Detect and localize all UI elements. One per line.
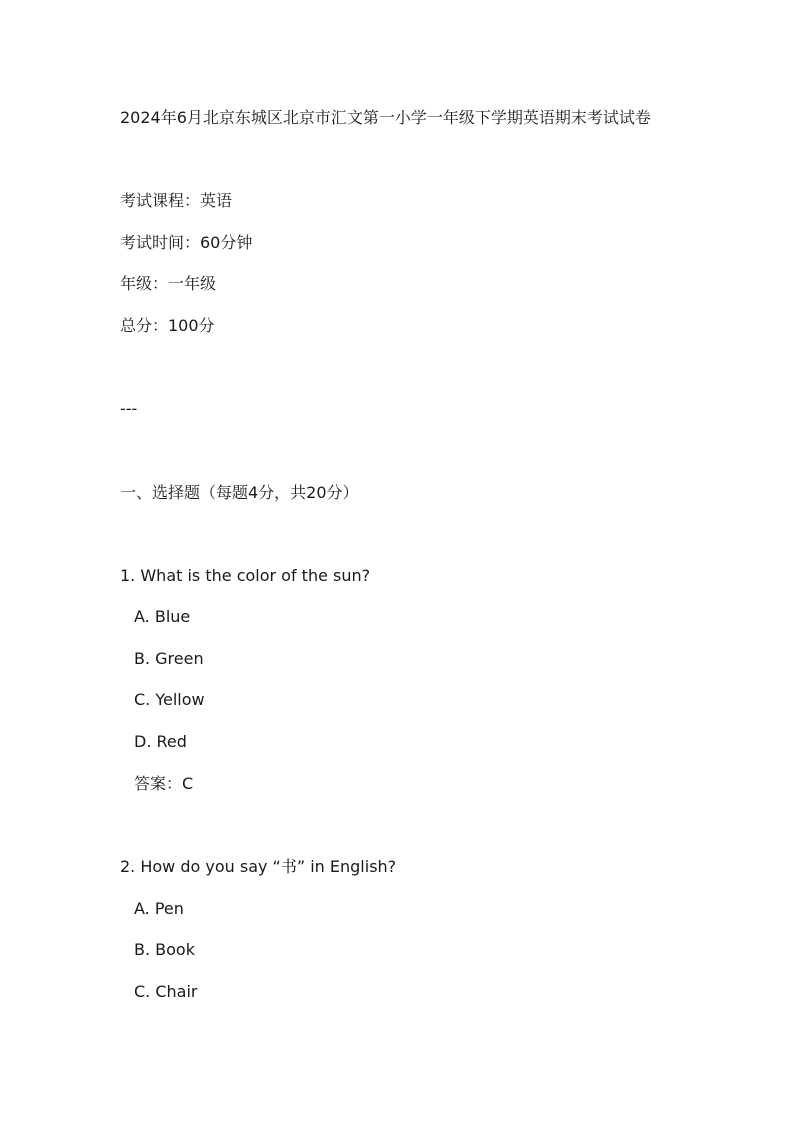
question-1-stem: 1. What is the color of the sun? bbox=[120, 566, 371, 585]
question-1-option-a: A. Blue bbox=[134, 607, 191, 626]
duration-info: 考试时间：60分钟 bbox=[120, 233, 253, 252]
separator: --- bbox=[120, 399, 138, 418]
question-2-option-a: A. Pen bbox=[134, 899, 184, 918]
question-1-option-b: B. Green bbox=[134, 649, 204, 668]
question-2-option-b: B. Book bbox=[134, 940, 195, 959]
course-info: 考试课程：英语 bbox=[120, 191, 233, 210]
question-1-answer: 答案：C bbox=[134, 774, 194, 793]
section-heading: 一、选择题（每题4分，共20分） bbox=[120, 483, 359, 502]
grade-info: 年级：一年级 bbox=[120, 274, 217, 293]
question-1-option-d: D. Red bbox=[134, 732, 187, 751]
question-2-stem: 2. How do you say “书” in English? bbox=[120, 857, 397, 876]
total-score-info: 总分：100分 bbox=[120, 316, 215, 335]
question-2-option-c: C. Chair bbox=[134, 982, 198, 1001]
question-1-option-c: C. Yellow bbox=[134, 690, 205, 709]
document-title: 2024年6月北京东城区北京市汇文第一小学一年级下学期英语期末考试试卷 bbox=[120, 108, 651, 127]
